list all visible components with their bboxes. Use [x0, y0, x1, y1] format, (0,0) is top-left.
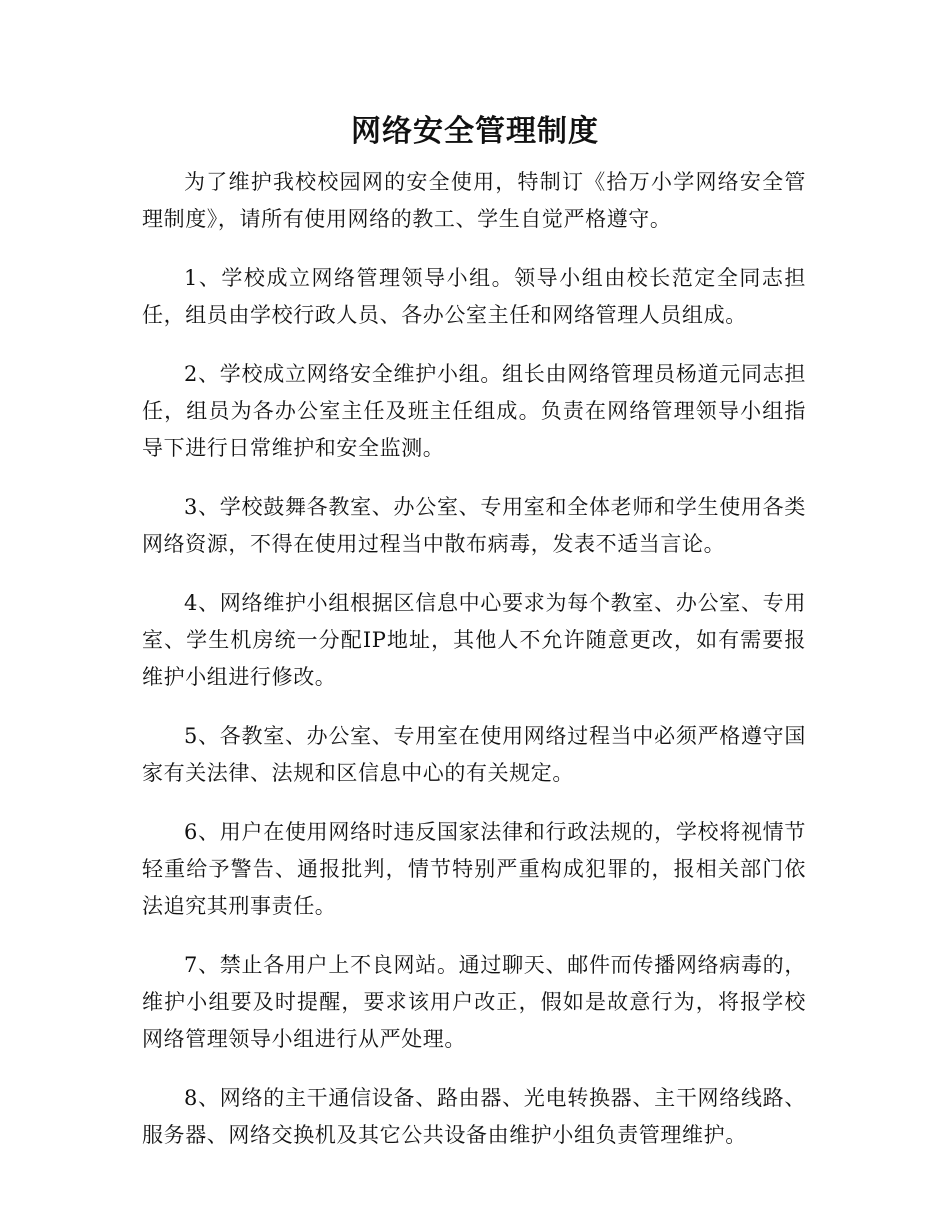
- rule-paragraph-7: 7、禁止各用户上不良网站。通过聊天、邮件而传播网络病毒的，维护小组要及时提醒，要求该用户改正，假如是故意行为，将报学校网络管理领导小组进行从严处理。: [142, 953, 806, 1051]
- rule-paragraph-4: 4、网络维护小组根据区信息中心要求为每个教室、办公室、专用室、学生机房统一分配IP地址，其他人不允许随意更改，如有需要报维护小组进行修改。: [142, 591, 806, 689]
- rule-paragraph-8: 8、网络的主干通信设备、路由器、光电转换器、主干网络线路、服务器、网络交换机及其它公共设备由维护小组负责管理维护。: [142, 1086, 806, 1147]
- rule-paragraph-6: 6、用户在使用网络时违反国家法律和行政法规的，学校将视情节轻重给予警告、通报批判，情节特别严重构成犯罪的，报相关部门依法追究其刑事责任。: [142, 820, 806, 918]
- rule-paragraph-2: 2、学校成立网络安全维护小组。组长由网络管理员杨道元同志担任，组员为各办公室主任及班主任组成。负责在网络管理领导小组指导下进行日常维护和安全监测。: [142, 362, 806, 460]
- rule-paragraph-5: 5、各教室、办公室、专用室在使用网络过程当中必须严格遵守国家有关法律、法规和区信息中心的有关规定。: [142, 724, 806, 785]
- rule-paragraph-3: 3、学校鼓舞各教室、办公室、专用室和全体老师和学生使用各类网络资源，不得在使用过程当中散布病毒，发表不适当言论。: [142, 495, 806, 556]
- rule-paragraph-1: 1、学校成立网络管理领导小组。领导小组由校长范定全同志担任，组员由学校行政人员、各办公室主任和网络管理人员组成。: [142, 266, 806, 327]
- document-body: [142, 164, 806, 1176]
- intro-paragraph: 为了维护我校校园网的安全使用，特制订《拾万小学网络安全管理制度》，请所有使用网络的教工、学生自觉严格遵守。: [142, 170, 806, 231]
- document-title: 网络安全管理制度: [351, 114, 599, 149]
